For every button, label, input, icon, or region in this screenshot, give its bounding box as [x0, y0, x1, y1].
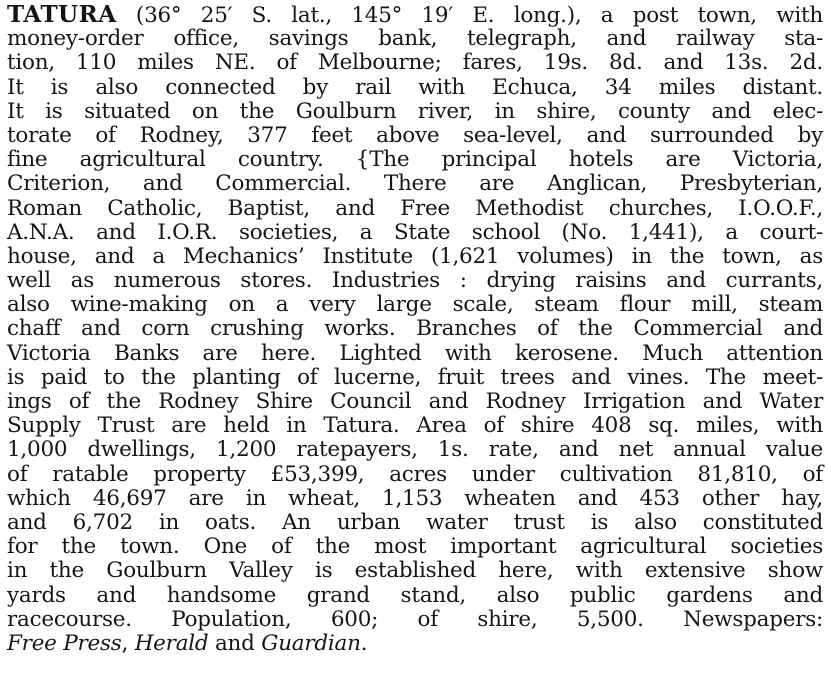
tatura-entry — [7, 3, 823, 656]
entry-line: and 6,702 in oats. An urban water trust is also constituted — [7, 509, 823, 535]
newspaper-title: Guardian — [261, 630, 361, 656]
entry-line: for the town. One of the most important agricultural societies — [7, 534, 823, 560]
entry-line: also wine-making on a very large scale, steam flour mill, steam — [7, 292, 823, 318]
entry-line: fine agricultural country. {The principal hotels are Victoria, — [7, 147, 823, 173]
entry-line: chaff and corn crushing works. Branches of the Commercial and — [7, 316, 823, 342]
entry-line: money-order office, savings bank, telegraph, and railway sta- — [7, 26, 823, 52]
newspaper-title: Herald — [134, 630, 209, 656]
entry-line — [7, 3, 823, 27]
entry-line: Victoria Banks are here. Lighted with kerosene. Much attention — [7, 340, 823, 366]
entry-line: Supply Trust are held in Tatura. Area of shire 408 sq. miles, with — [7, 413, 823, 439]
entry-headword: TATURA — [7, 1, 117, 28]
entry-line: well as numerous stores. Industries : drying raisins and currants, — [7, 268, 823, 294]
entry-line: Criterion, and Commercial. There are Anglican, Presbyterian, — [7, 171, 823, 197]
entry-line: tion, 110 miles NE. of Melbourne; fares, 19s. 8d. and 13s. 2d. — [7, 50, 823, 76]
entry-line: 1,000 dwellings, 1,200 ratepayers, 1s. rate, and net annual value — [7, 437, 823, 463]
entry-line: which 46,697 are in wheat, 1,153 wheaten and 453 other hay, — [7, 485, 823, 511]
entry-line: racecourse. Population, 600; of shire, 5,500. Newspapers: — [7, 606, 823, 632]
newspaper-title: Free Press — [7, 630, 122, 656]
newspaper-end: . — [360, 630, 368, 656]
entry-line: house, and a Mechanics’ Institute (1,621 volumes) in the town, as — [7, 243, 823, 269]
entry-line: is paid to the planting of lucerne, fruit trees and vines. The meet- — [7, 364, 823, 390]
newspaper-separator: and — [208, 630, 262, 656]
entry-line: in the Goulburn Valley is established here, with extensive show — [7, 558, 823, 584]
entry-line: A.N.A. and I.O.R. societies, a State school (No. 1,441), a court- — [7, 219, 823, 245]
newspaper-separator: , — [121, 630, 135, 656]
entry-line: ings of the Rodney Shire Council and Rodney Irrigation and Water — [7, 389, 823, 414]
entry-line: of ratable property £53,399, acres under cultivation 81,810, of — [7, 461, 823, 487]
entry-line: torate of Rodney, 377 feet above sea-level, and surrounded by — [7, 122, 823, 148]
entry-line: It is also connected by rail with Echuca, 34 miles distant. — [7, 74, 823, 100]
entry-line: Roman Catholic, Baptist, and Free Methodist churches, I.O.O.F., — [7, 195, 823, 221]
entry-line-text: (36° 25′ S. lat., 145° 19′ E. long.), a post town, with — [116, 3, 823, 28]
entry-line: yards and handsome grand stand, also public gardens and — [7, 582, 823, 608]
entry-line: It is situated on the Goulburn river, in shire, county and elec- — [7, 98, 823, 124]
newspapers-line — [7, 632, 823, 656]
